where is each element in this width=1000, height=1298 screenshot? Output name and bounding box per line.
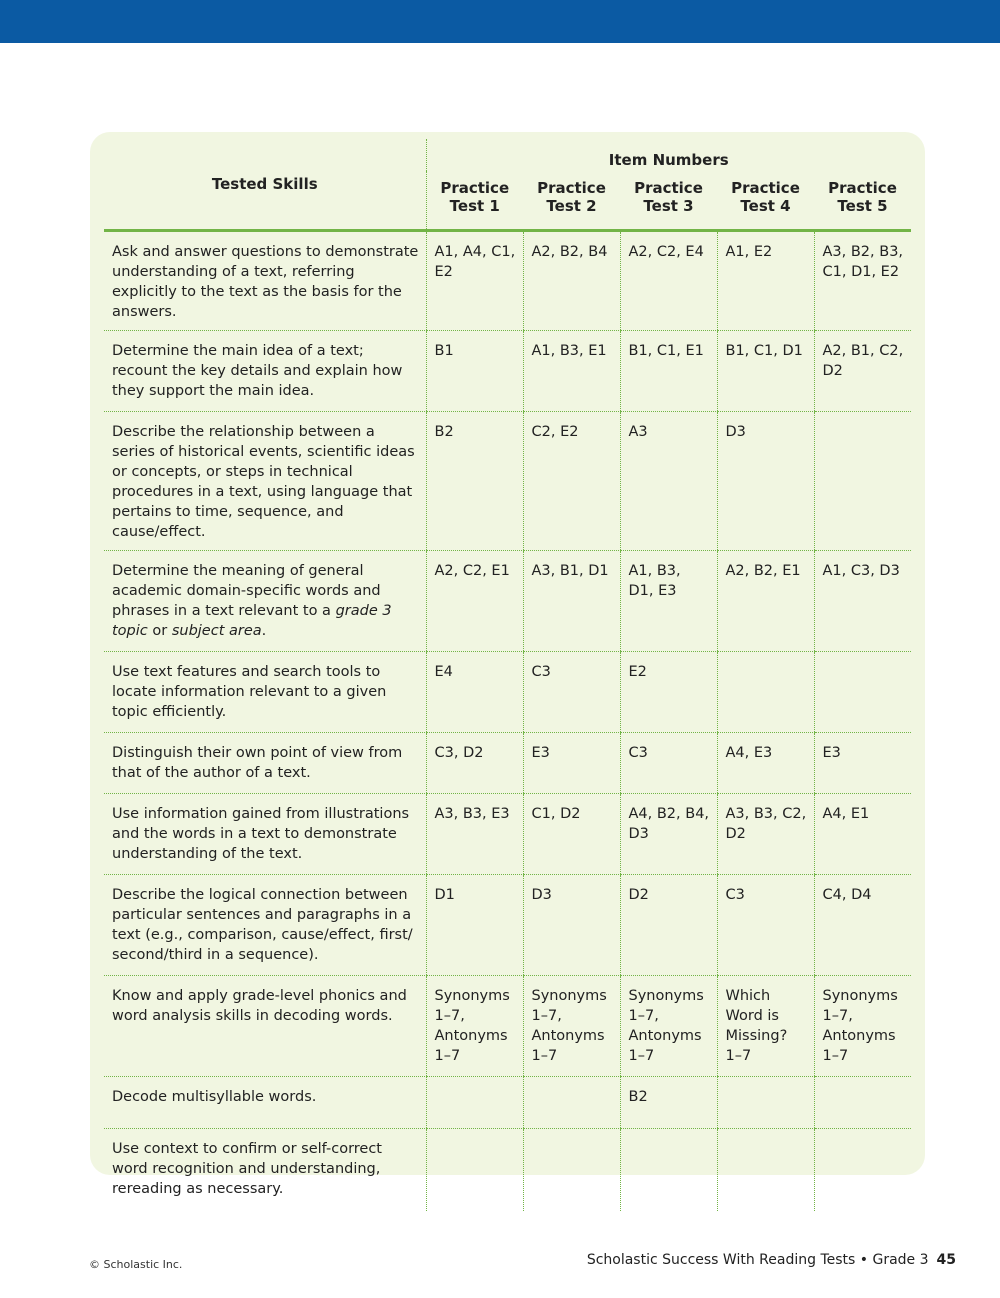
practice-test-2-header: Practice Test 2 [523,171,620,231]
item-numbers-header: Item Numbers [426,139,911,171]
practice-test-1-header: Practice Test 1 [426,171,523,231]
table-row [104,412,911,551]
item-cell: Which Word is Missing? 1–7 [717,976,814,1077]
item-cell [426,1129,523,1211]
practice-test-3-header: Practice Test 3 [620,171,717,231]
item-cell: D3 [717,412,814,551]
skill-cell: Distinguish their own point of view from that of the author of a text. [104,733,426,794]
item-cell: Synonyms 1–7, Antonyms 1–7 [523,976,620,1077]
item-cell: B2 [426,412,523,551]
item-cell: A1, B3, E1 [523,331,620,412]
page-footer [587,1252,956,1268]
item-cell: E2 [620,652,717,733]
item-cell: A2, C2, E4 [620,231,717,331]
item-cell: E4 [426,652,523,733]
table-row [104,976,911,1077]
item-cell: E3 [814,733,911,794]
page-number: 45 [936,1252,956,1268]
table-row [104,652,911,733]
item-cell [620,1129,717,1211]
skill-text: Determine the meaning of general academic domain-specific words and phrases in a text relevant to a [112,563,381,619]
table-row [104,733,911,794]
item-cell: C3 [717,875,814,976]
item-cell [523,1077,620,1129]
item-cell: A1, C3, D3 [814,551,911,652]
item-cell: A4, E3 [717,733,814,794]
skill-cell: Ask and answer questions to demonstrate understanding of a text, referring explicitly to the text as the basis for the answers. [104,231,426,331]
item-cell: B1, C1, E1 [620,331,717,412]
item-cell: A2, B2, E1 [717,551,814,652]
item-cell [523,1129,620,1211]
skill-cell: Use information gained from illustrations and the words in a text to demonstrate understanding of the text. [104,794,426,875]
item-cell: A3, B2, B3, C1, D1, E2 [814,231,911,331]
item-cell: A3, B3, C2, D2 [717,794,814,875]
item-cell: A4, B2, B4, D3 [620,794,717,875]
skill-cell: Describe the logical connection between particular sentences and paragraphs in a text (e.g., comparison, cause/effect, first/ second/third in a sequence). [104,875,426,976]
item-cell: D3 [523,875,620,976]
copyright-notice: © Scholastic Inc. [89,1258,183,1271]
item-cell: A1, E2 [717,231,814,331]
skill-cell: Know and apply grade-level phonics and word analysis skills in decoding words. [104,976,426,1077]
item-cell: B2 [620,1077,717,1129]
item-cell: Synonyms 1–7, Antonyms 1–7 [814,976,911,1077]
item-cell [426,1077,523,1129]
item-cell: C2, E2 [523,412,620,551]
item-cell: E3 [523,733,620,794]
item-cell: D1 [426,875,523,976]
table-row [104,875,911,976]
item-cell: A3, B1, D1 [523,551,620,652]
item-cell: B1, C1, D1 [717,331,814,412]
item-cell [814,652,911,733]
skill-emphasis: grade 3 topic [112,603,392,639]
item-cell: D2 [620,875,717,976]
skill-cell: Use context to confirm or self-correct word recognition and understanding, rereading as necessary. [112,1141,382,1197]
tested-skills-header: Tested Skills [104,139,426,231]
item-cell: Synonyms 1–7, Antonyms 1–7 [620,976,717,1077]
skill-text: . [261,623,267,639]
item-cell: A2, C2, E1 [426,551,523,652]
item-cell: C4, D4 [814,875,911,976]
item-cell [717,1077,814,1129]
table-row [104,231,911,331]
skill-cell [104,551,426,652]
item-cell: C3 [523,652,620,733]
item-cell: A3, B3, E3 [426,794,523,875]
item-cell: A1, B3, D1, E3 [620,551,717,652]
item-cell [814,412,911,551]
item-cell [717,1129,814,1211]
skill-cell: Describe the relationship between a series of historical events, scientific ideas or concepts, or steps in technical procedures in a text, using language that pertains to time, sequence, and cause/effect. [104,412,426,551]
item-cell: A2, B1, C2, D2 [814,331,911,412]
item-cell: C3 [620,733,717,794]
table-row [104,794,911,875]
book-title: Scholastic Success With Reading Tests • Grade 3 [586,1252,929,1268]
table-row [104,1077,911,1129]
item-cell: A1, A4, C1, E2 [426,231,523,331]
item-cell: C1, D2 [523,794,620,875]
skill-cell: Use text features and search tools to locate information relevant to a given topic efficiently. [104,652,426,733]
item-cell: A3 [620,412,717,551]
skill-text: or [147,623,172,639]
table-row [104,1129,911,1211]
item-cell: C3, D2 [426,733,523,794]
item-cell: Synonyms 1–7, Antonyms 1–7 [426,976,523,1077]
item-cell [814,1129,911,1211]
practice-test-5-header: Practice Test 5 [814,171,911,231]
skill-cell: Decode multisyllable words. [104,1077,426,1129]
table-row [104,551,911,652]
top-banner [0,0,1000,43]
item-cell: B1 [426,331,523,412]
skill-cell: Determine the main idea of a text; recount the key details and explain how they support the main idea. [104,331,426,412]
item-cell: A4, E1 [814,794,911,875]
table-row [104,331,911,412]
item-cell: A2, B2, B4 [523,231,620,331]
practice-test-4-header: Practice Test 4 [717,171,814,231]
item-cell [717,652,814,733]
skill-emphasis: subject area [171,623,262,639]
skills-table [104,139,911,1211]
item-cell [814,1077,911,1129]
